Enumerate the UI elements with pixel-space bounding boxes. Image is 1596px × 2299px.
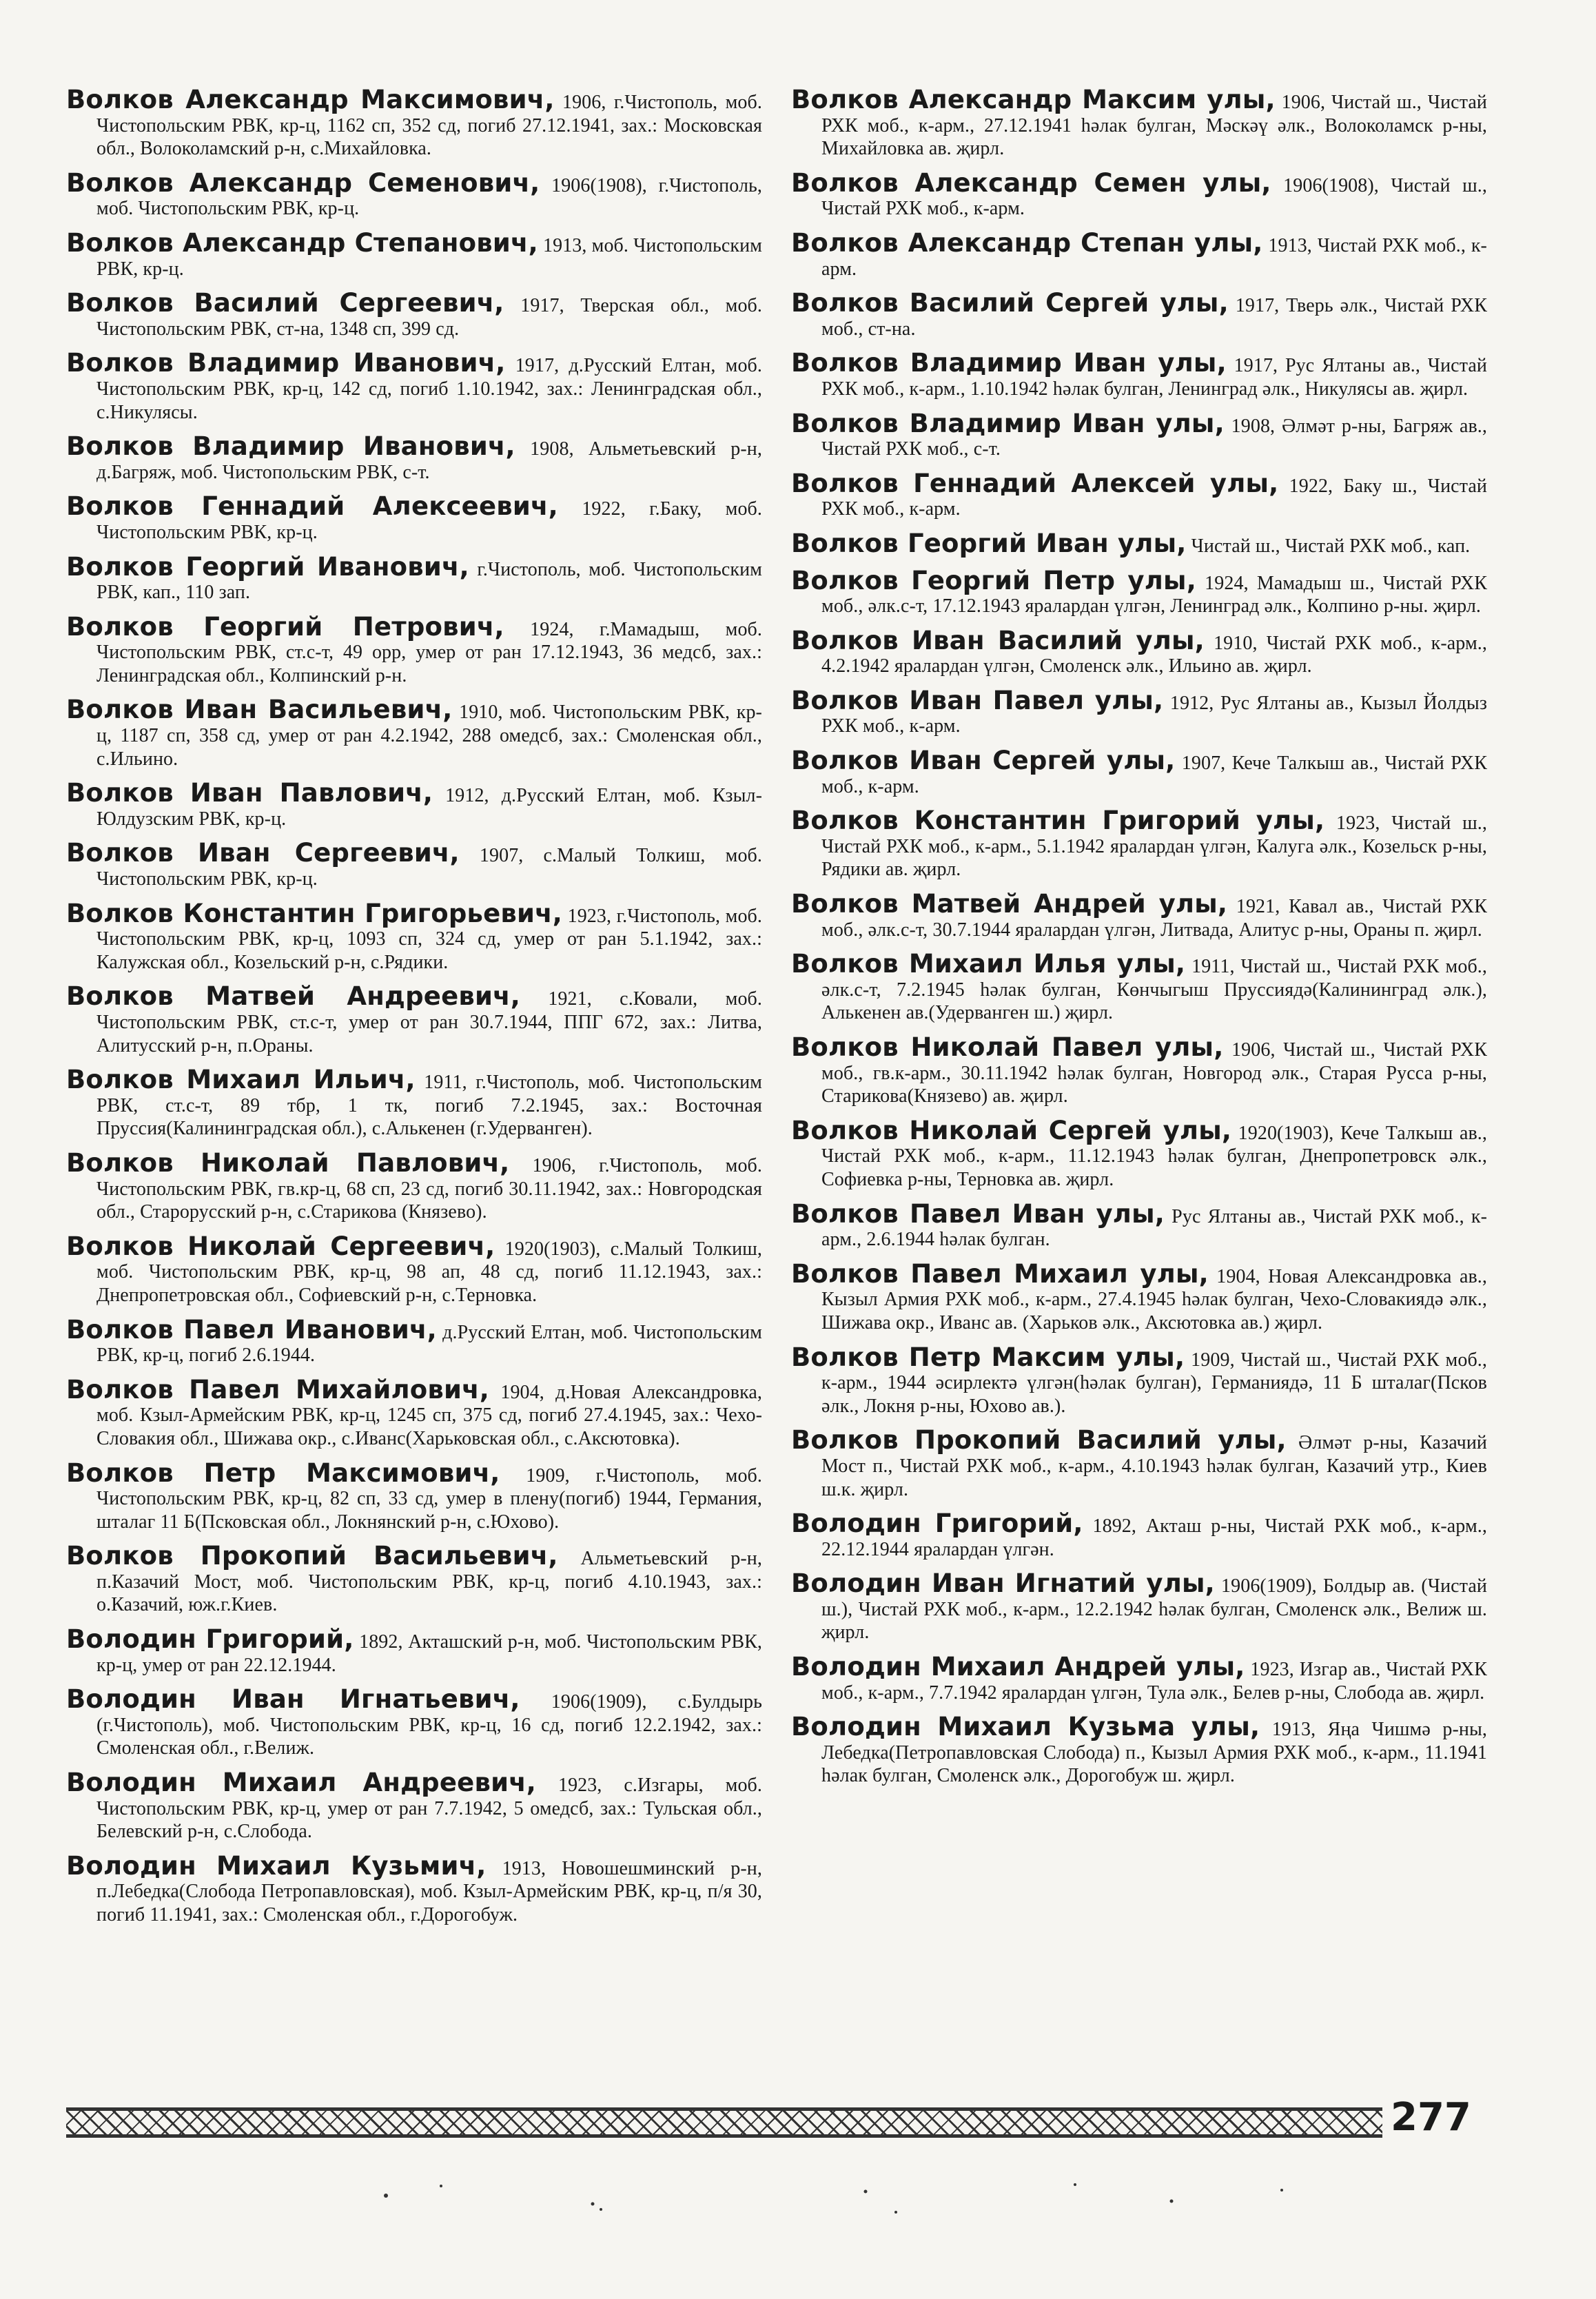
entry-name: Волков Прокопий Васильевич, (66, 1541, 558, 1571)
entry (66, 1850, 762, 1927)
entry (791, 348, 1487, 400)
entry-details: 1906, Чистай ш., Чистай РХК моб., гв.к-арм., 30.11.1942 һәлак булган, Новгород әлк., Старая Русса р-ны, Старикова(Князево) ав. җирл. (821, 1039, 1487, 1107)
entry (791, 1115, 1487, 1192)
entry-details: 1924, г.Мамадыш, моб. Чистопольским РВК, ст.с-т, 49 орр, умер от ран 17.12.1943, 36 медсб, зах.: Ленинградская обл., Колпинский р-н. (96, 618, 762, 686)
entry-name: Волков Александр Максимович, (66, 85, 555, 114)
entry-details: 1906, г.Чистополь, моб. Чистопольским РВК, гв.кр-ц, 68 сп, 23 сд, погиб 30.11.1942, зах.: Новгородская обл., Старорусский р-н, с.Старикова (Князево). (96, 1154, 762, 1223)
entry-details: 1913, Чистай РХК моб., к-арм. (821, 234, 1487, 280)
entry-name: Волков Константин Григорий улы, (791, 806, 1325, 836)
entry-details: 1913, моб. Чистопольским РВК, кр-ц. (96, 234, 762, 280)
entry-details: 1904, д.Новая Александровка, моб. Кзыл-Армейским РВК, кр-ц, 1245 сп, 375 сд, погиб 27.4.1945, зах.: Чехо-Словакия обл., Шижава окр., с.Иванс(Харьковская обл., с.Аксютовка). (96, 1381, 762, 1449)
entry-name: Волков Иван Павел улы, (791, 685, 1164, 715)
entry-details: 1917, д.Русский Елтан, моб. Чистопольским РВК, кр-ц, 142 сд, погиб 1.10.1942, зах.: Ленинградская обл., с.Никулясы. (96, 355, 762, 423)
entry (66, 1768, 762, 1843)
entry-name: Володин Григорий, (791, 1509, 1083, 1539)
entry (791, 1258, 1487, 1335)
entry-name: Володин Михаил Андреевич, (66, 1768, 537, 1798)
entry-details: 1922, г.Баку, моб. Чистопольским РВК, кр-ц. (96, 498, 762, 543)
entry-name: Волков Константин Григорьевич, (66, 898, 562, 928)
entry (66, 1624, 762, 1677)
entry-details: 1907, с.Малый Толкиш, моб. Чистопольским РВК, кр-ц. (96, 845, 762, 890)
entry-name: Волков Василий Сергеевич, (66, 288, 504, 318)
entry-details: 1913, Новошешминский р-н, п.Лебедка(Слобода Петропавловская), моб. Кзыл-Армейским РВК, кр-ц, п/я 30, погиб 11.1941, зах.: Смоленская обл., г.Дорогобуж. (96, 1857, 762, 1925)
entry (791, 528, 1487, 558)
entry (791, 1509, 1487, 1561)
entry (791, 1652, 1487, 1704)
entry-name: Волков Петр Максимович, (66, 1458, 500, 1488)
entry (66, 838, 762, 890)
entry-details: 1924, Мамадыш ш., Чистай РХК моб., әлк.с-т, 17.12.1943 яралардан үлгән, Ленинград әлк., Колпино р-ны. җирл. (821, 572, 1487, 617)
entry-name: Волков Павел Михаил улы, (791, 1258, 1209, 1289)
entry-name: Волков Александр Семен улы, (791, 167, 1271, 198)
entry (66, 1314, 763, 1367)
entry (66, 85, 762, 161)
entry-name: Волков Геннадий Алексеевич, (66, 491, 558, 522)
entry-details: 1917, Рус Ялтаны ав., Чистай РХК моб., к-арм., 1.10.1942 һәлак булган, Ленинград әлк., Никулясы ав. җирл. (821, 355, 1487, 400)
entry-details: 1922, Баку ш., Чистай РХК моб., к-арм. (821, 475, 1487, 520)
entry-name: Волков Иван Павлович, (66, 778, 433, 808)
entry (66, 1374, 762, 1451)
entry-details: 1920(1903), с.Малый Толкиш, моб. Чистопольским РВК, кр-ц, 98 ап, 48 сд, погиб 11.12.1943, зах.: Днепропетровская обл., Софиевский р-н, с.Терновка. (96, 1238, 763, 1306)
entry-details: 1921, с.Ковали, моб. Чистопольским РВК, ст.с-т, умер от ран 30.7.1944, ППГ 672, зах.: Литва, Алитусский р-н, п.Ораны. (96, 988, 762, 1056)
entry-name: Волков Владимир Иван улы, (791, 348, 1227, 378)
entry-details: г.Чистополь, моб. Чистопольским РВК, кап., 110 зап. (96, 558, 762, 604)
entry-name: Володин Иван Игнатьевич, (66, 1684, 520, 1715)
entry (66, 348, 762, 424)
entry-details: 1917, Тверская обл., моб. Чистопольским РВК, ст-на, 1348 сп, 399 сд. (96, 295, 762, 340)
scan-specks (0, 2171, 1596, 2299)
entry (791, 1198, 1487, 1251)
entry-details: 1909, г.Чистополь, моб. Чистопольским РВК, кр-ц, 82 сп, 33 сд, умер в плену(погиб) 1944, Германия, шталаг 11 Б(Псковская обл., Локнянский р-н, с.Юхово). (96, 1464, 762, 1533)
entry-details: 1920(1903), Кече Талкыш ав., Чистай РХК моб., к-арм., 11.12.1943 һәлак булган, Днепропетровск әлк., Софиевка р-ны, Терновка ав. җирл. (821, 1122, 1487, 1190)
entry-details: 1923, г.Чистополь, моб. Чистопольским РВК, кр-ц, 1093 сп, 324 сд, умер от ран 5.1.1942, зах.: Калужская обл., Козельский р-н, с.Рядики. (96, 905, 762, 973)
entry (66, 695, 762, 770)
entry-details: 1913, Яңа Чишмә р-ны, Лебедка(Петропавловская Слобода) п., Кызыл Армия РХК моб., к-арм., 11.1941 һәлак булган, Смоленск әлк., Дорогобуж ш. җирл. (821, 1719, 1487, 1787)
entry (66, 1541, 762, 1617)
entry (791, 949, 1487, 1025)
entry-details: 1909, Чистай ш., Чистай РХК моб., к-арм., 1944 әсирлектә үлгән(һәлак булган), Германиядә, 11 Б шталаг(Псков әлк., Локня р-ны, Юхово ав.). (821, 1349, 1487, 1417)
entry-details: 1923, Изгар ав., Чистай РХК моб., к-арм., 7.7.1942 яралардан үлгән, Тула әлк., Белев р-ны, Слобода ав. җирл. (821, 1659, 1487, 1704)
entry-details: 1906(1909), Болдыр ав. (Чистай ш.), Чистай РХК моб., к-арм., 12.2.1942 һәлак булган, Смоленск әлк., Велиж ш. җирл. (821, 1575, 1487, 1644)
entry (791, 625, 1487, 678)
entry (66, 898, 762, 974)
entry (791, 227, 1487, 280)
entry (66, 611, 762, 688)
entry-details: 1910, Чистай РХК моб., к-арм., 4.2.1942 яралардан үлгән, Смоленск әлк., Ильино ав. җирл. (821, 632, 1487, 677)
entry-name: Волков Иван Васильевич, (66, 695, 453, 725)
entry (66, 1065, 762, 1141)
entry (66, 1147, 762, 1224)
entry-name: Волков Иван Василий улы, (791, 625, 1205, 655)
entry-details: 1906(1908), Чистай ш., Чистай РХК моб., к-арм. (821, 174, 1487, 220)
entry (791, 746, 1487, 798)
ornamental-border (66, 2107, 1382, 2138)
entry-name: Володин Михаил Кузьма улы, (791, 1712, 1260, 1742)
entry-name: Волков Георгий Петрович, (66, 611, 504, 642)
entry-details: 1917, Тверь әлк., Чистай РХК моб., ст-на. (821, 295, 1488, 340)
entry-details: 1908, Әлмәт р-ны, Багряж ав., Чистай РХК моб., с-т. (821, 415, 1487, 460)
entry-name: Володин Иван Игнатий улы, (791, 1569, 1215, 1599)
entry-name: Волков Иван Сергей улы, (791, 746, 1176, 776)
entry-name: Волков Николай Павлович, (66, 1147, 510, 1178)
entry-details: 1906(1908), г.Чистополь, моб. Чистопольским РВК, кр-ц. (96, 174, 762, 220)
entry-name: Волков Георгий Иван улы, (791, 528, 1187, 558)
page-number: 277 (1391, 2095, 1471, 2140)
entry-name: Волков Александр Максим улы, (791, 85, 1276, 114)
entry-name: Волков Николай Сергеевич, (66, 1231, 495, 1261)
entry-name: Волков Александр Степан улы, (791, 227, 1263, 258)
entry (791, 288, 1488, 340)
entry (791, 1032, 1487, 1108)
entry-details: Чистай ш., Чистай РХК моб., кап. (1186, 535, 1471, 557)
entry-name: Волков Василий Сергей улы, (791, 288, 1229, 318)
entry-name: Волков Владимир Иванович, (66, 348, 506, 378)
entry (791, 889, 1487, 941)
entry (791, 685, 1487, 738)
entry-name: Волков Павел Михайлович, (66, 1374, 490, 1404)
entry-name: Волков Матвей Андреевич, (66, 981, 520, 1012)
entry (66, 981, 762, 1057)
entry-details: д.Русский Елтан, моб. Чистопольским РВК, кр-ц, погиб 2.6.1944. (96, 1321, 763, 1367)
entry (66, 227, 762, 280)
entry-name: Волков Владимир Иванович, (66, 431, 515, 462)
entry-details: 1908, Альметьевский р-н, д.Багряж, моб. Чистопольским РВК, с-т. (96, 438, 762, 483)
entry (791, 85, 1487, 161)
entry-name: Волков Павел Иванович, (66, 1314, 437, 1345)
entry-details: 1923, с.Изгары, моб. Чистопольским РВК, кр-ц, умер от ран 7.7.1942, 5 омедсб, зах.: Тульская обл., Белевский р-н, с.Слобода. (96, 1775, 762, 1843)
entry-details: 1904, Новая Александровка ав., Кызыл Армия РХК моб., к-арм., 27.4.1945 һәлак булган, Чехо-Словакиядә әлк., Шижава окр., Иванс ав. (Харьков әлк., Аксютовка ав.) җирл. (821, 1265, 1487, 1334)
entry-name: Волков Георгий Петр улы, (791, 565, 1196, 595)
entry (791, 1712, 1487, 1788)
entry (791, 167, 1487, 221)
entry (66, 551, 762, 604)
entry-name: Волков Николай Павел улы, (791, 1032, 1224, 1062)
entry-details: 1906, г.Чистополь, моб. Чистопольским РВК, кр-ц, 1162 сп, 352 сд, погиб 27.12.1941, зах.: Московская обл., Волоколамский р-н, с.Михайловка. (96, 92, 762, 160)
entry-details: 1921, Кавал ав., Чистай РХК моб., әлк.с-т, 30.7.1944 яралардан үлгән, Литвада, Алитус р-ны, Ораны п. җирл. (821, 896, 1487, 941)
entry (66, 1458, 762, 1534)
entry-name: Волков Михаил Илья улы, (791, 949, 1186, 979)
entry-name: Володин Михаил Андрей улы, (791, 1652, 1245, 1682)
entry (66, 1231, 763, 1307)
entry-name: Волков Георгий Иванович, (66, 551, 469, 582)
entry (66, 491, 762, 544)
entry (791, 408, 1487, 461)
entry (66, 288, 762, 340)
entry-details: 1912, д.Русский Елтан, моб. Кзыл-Юлдузским РВК, кр-ц. (96, 785, 762, 830)
entry (66, 778, 762, 830)
entry-details: 1906(1909), с.Булдырь (г.Чистополь), моб. Чистопольским РВК, кр-ц, 16 сд, погиб 12.2.1942, зах.: Смоленская обл., г.Велиж. (96, 1691, 762, 1759)
entry (66, 1684, 762, 1760)
entry-details: 1911, Чистай ш., Чистай РХК моб., әлк.с-т, 7.2.1945 һәлак булган, Көнчыгыш Пруссиядә(Калининград әлк.), Алькенен ав.(Удерванген ш.) җирл. (821, 956, 1487, 1024)
entry-name: Волков Матвей Андрей улы, (791, 889, 1228, 919)
entry-name: Волков Павел Иван улы, (791, 1198, 1165, 1229)
entry-name: Волков Михаил Ильич, (66, 1065, 416, 1095)
entry-name: Волков Владимир Иван улы, (791, 408, 1225, 438)
entry (66, 167, 762, 221)
entry-details: Рус Ялтаны ав., Чистай РХК моб., к-арм., 2.6.1944 һәлак булган. (821, 1205, 1487, 1251)
entry-details: Әлмәт р-ны, Казачий Мост п., Чистай РХК моб., к-арм., 4.10.1943 һәлак булган, Казачий утр., Киев ш.к. җирл. (821, 1432, 1487, 1500)
entry (791, 806, 1487, 881)
entry-name: Волков Николай Сергей улы, (791, 1115, 1232, 1145)
entry-name: Волков Иван Сергеевич, (66, 838, 460, 868)
entry-details: Альметьевский р-н, п.Казачий Мост, моб. Чистопольским РВК, кр-ц, погиб 4.10.1943, зах.: о.Казачий, юж.г.Киев. (96, 1548, 762, 1616)
entry-details: 1907, Кече Талкыш ав., Чистай РХК моб., к-арм. (821, 753, 1487, 797)
entry (791, 468, 1487, 521)
entries-column-russian (66, 85, 763, 1938)
entry-name: Володин Григорий, (66, 1624, 354, 1655)
entry (66, 431, 762, 484)
entry-name: Волков Петр Максим улы, (791, 1342, 1185, 1372)
entry-details: 1892, Акташ р-ны, Чистай РХК моб., к-арм., 22.12.1944 яралардан үлгән. (821, 1515, 1487, 1560)
entry (791, 1569, 1487, 1644)
entry-details: 1911, г.Чистополь, моб. Чистопольским РВК, ст.с-т, 89 тбр, 1 тк, погиб 7.2.1945, зах.: Восточная Пруссия(Калининградская обл.), с.Алькенен (г.Удерванген). (96, 1072, 762, 1140)
entry-details: 1910, моб. Чистопольским РВК, кр-ц, 1187 сп, 358 сд, умер от ран 4.2.1942, 288 омедсб, зах.: Смоленская обл., с.Ильино. (96, 702, 762, 770)
entry-name: Волков Прокопий Василий улы, (791, 1425, 1287, 1455)
entry (791, 565, 1487, 618)
entry-name: Волков Геннадий Алексей улы, (791, 468, 1279, 498)
entry-details: 1906, Чистай ш., Чистай РХК моб., к-арм., 27.12.1941 һәлак булган, Мәскәү әлк., Волоколамск р-ны, Михайловка ав. җирл. (821, 92, 1487, 160)
entry-details: 1923, Чистай ш., Чистай РХК моб., к-арм., 5.1.1942 яралардан үлгән, Калуга әлк., Козельск р-ны, Рядики ав. җирл. (821, 813, 1487, 881)
entries-column-tatar (791, 85, 1488, 1799)
entry-name: Волков Александр Семенович, (66, 167, 540, 198)
entry (791, 1342, 1487, 1418)
entry-name: Володин Михаил Кузьмич, (66, 1850, 487, 1881)
entry (791, 1425, 1487, 1501)
entry-name: Волков Александр Степанович, (66, 227, 538, 258)
entry-details: 1892, Акташский р-н, моб. Чистопольским РВК, кр-ц, умер от ран 22.12.1944. (96, 1631, 762, 1676)
entry-details: 1912, Рус Ялтаны ав., Кызыл Йолдыз РХК моб., к-арм. (821, 692, 1487, 737)
